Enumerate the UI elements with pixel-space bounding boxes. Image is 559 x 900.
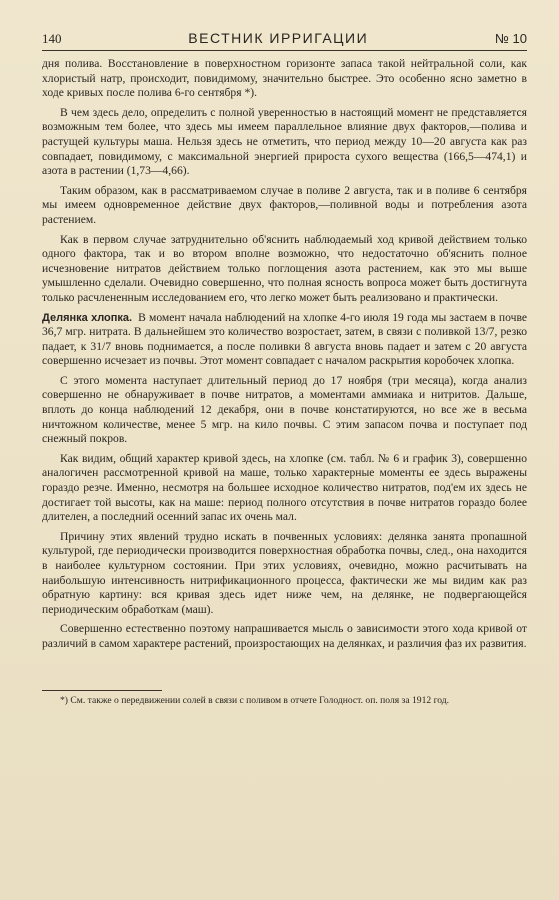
paragraph-8: Причину этих явлений трудно искать в почвенных условиях: делянка занята пропашной культурой, где периодически производится поверхностная обработка почвы, след., она находится в наиболее культурном состоянии. При этих условиях, очевидно, можно расчитывать на наибольшую интенсивность нитрификационного процесса, фактически же мы видим как раз обратную картину: вся кривая здесь идет ниже чем, на делянке, не подвергающейся периодическим обработкам (маш). <box>42 529 527 616</box>
paragraph-6: С этого момента наступает длительный период до 17 ноября (три месяца), когда анализ совершенно не обнаруживает в почве нитратов, а моментами аммиака и нитритов. Дальше, вплоть до конца наблюдений 12 декабря, они в почве констатируются, но все же в весьма ничтожном количестве, менее 5 мгр. на кило почвы. С этим запасом почва и поступает под снежный покров. <box>42 373 527 446</box>
article-body <box>42 57 527 652</box>
paragraph-4: Как в первом случае затруднительно об'яснить наблюдаемый ход кривой действием только одного фактора, так и во втором вполне возможно, что недостаточно об'яснить полное исчезновение нитратов действием только поглощения азота растением, как это мы выше умышленно сделали. Очевидно совершенно, что полная ясность вопроса может быть достигнута только расчлененным исследованием его, что легко может быть реализовано и практически. <box>42 232 527 304</box>
paragraph-7: Как видим, общий характер кривой здесь, на хлопке (см. табл. № 6 и график 3), совершенно аналогичен рассмотренной кривой на маше, только характерные моменты ее здесь выражены гораздо резче. Именно, несмотря на большее исходное количество нитратов, под'ем их здесь не достигает той высоты, как на маше: период полного отсутствия в почве нитратов гораздо более длителен, а последний осенний запас их очень мал. <box>42 451 527 524</box>
paragraph-2: В чем здесь дело, определить с полной уверенностью в настоящий момент не представляется возможным тем более, что здесь мы имеем параллельное влияние двух факторов,—полива и растущей культуры маша. Нельзя здесь не отметить, что период между 10—20 августа как раз совпадает, повидимому, с максимальной энергией прироста сухого вещества (166,5—474,1) и азота в растении (1,73—4,66). <box>42 105 527 178</box>
paragraph-3: Таким образом, как в рассматриваемом случае в поливе 2 августа, так и в поливе 6 сентября мы имеем одновременное действие двух факторов,—поливной воды и потребления азота растением. <box>42 183 527 226</box>
paragraph-5-text: В момент начала наблюдений на хлопке 4-го июля 19 года мы застаем в почве 36,7 мгр. нитрата. В дальнейшем это количество возростает, затем, в связи с поливкой 13/7, резко падает, к 31/7 вновь поднимается, а после поливки 8 августа вновь падает и затем с 20 августа совершенно исчезает из почвы. Этот момент совпадает с началом раскрытия коробочек хлопка. <box>42 310 527 368</box>
page-number: 140 <box>42 31 62 46</box>
paragraph-1: дня полива. Восстановление в поверхностном горизонте запаса такой нейтральной соли, как хлористый натр, происходит, повидимому, значительно быстрее. Это особенно ясно заметно в ходе кривых после полива 6-го сентября *). <box>42 57 527 100</box>
running-header <box>42 30 527 51</box>
journal-title: ВЕСТНИК ИРРИГАЦИИ <box>188 30 369 46</box>
section-heading-cotton-plot: Делянка хлопка. <box>42 311 133 324</box>
paragraph-9: Совершенно естественно поэтому напрашивается мысль о зависимости этого хода кривой от различий в самом характере растений, произростающих на делянках, и различия фаз их развития. <box>42 622 527 650</box>
issue-number: № 10 <box>494 31 527 46</box>
footnote: *) См. также о передвижении солей в связи с поливом в отчете Голодност. оп. поля за 1912 год. <box>60 694 450 706</box>
paragraph-cotton <box>42 311 527 369</box>
footnote-divider <box>42 690 162 691</box>
